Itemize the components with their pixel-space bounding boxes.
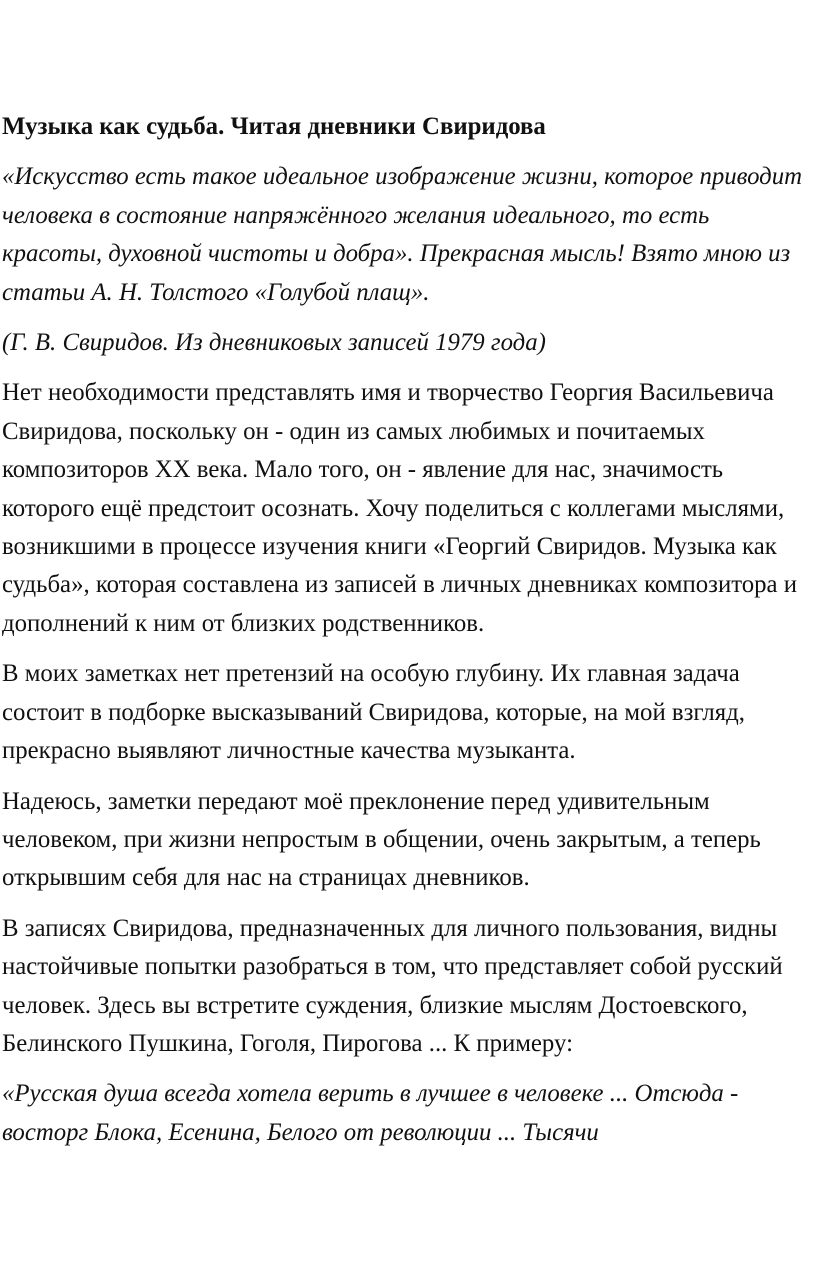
epigraph: «Искусство есть такое идеальное изображение жизни, которое приводит человека в состояние напряжённого желания идеального, то есть красоты, духовной чистоты и добра». Прекрасная мысль! Взято мною из статьи А. Н. Толстого «Голубой плащ». (2, 163, 803, 306)
paragraph-4: В записях Свиридова, предназначенных для личного пользования, видны настойчивые попытки разобраться в том, что представляет собой русский человек. Здесь вы встретите суждения, близкие мыслям Достоевского, Белинского Пушкина, Гоголя, Пирогова ... К примеру: (2, 914, 783, 1057)
closing-quote: «Русская душа всегда хотела верить в лучшее в человеке ... Отсюда - восторг Блока, Есенина, Белого от революции ... Тысячи (2, 1080, 739, 1146)
epigraph-source: (Г. В. Свиридов. Из дневниковых записей 1979 года) (2, 329, 546, 357)
document-page (2, 108, 814, 1164)
paragraph-1: Нет необходимости представлять имя и творчество Георгия Васильевича Свиридова, поскольку он - один из самых любимых и почитаемых композиторов XX века. Мало того, он - явление для нас, значимость которого ещё предстоит осознать. Хочу поделиться с коллегами мыслями, возникшими в процессе изучения книги «Георгий Свиридов. Музыка как судьба», которая составлена из записей в личных дневниках композитора и дополнений к ним от близких родственников. (2, 379, 798, 637)
paragraph-2: В моих заметках нет претензий на особую глубину. Их главная задача состоит в подборке высказываний Свиридова, которые, на мой взгляд, прекрасно выявляют личностные качества музыканта. (2, 660, 745, 765)
document-title: Музыка как судьба. Читая дневники Свиридова (2, 113, 546, 140)
paragraph-3: Надеюсь, заметки передают моё преклонение перед удивительным человеком, при жизни непростым в общении, очень закрытым, а теперь открывшим себя для нас на страницах дневников. (2, 787, 761, 892)
